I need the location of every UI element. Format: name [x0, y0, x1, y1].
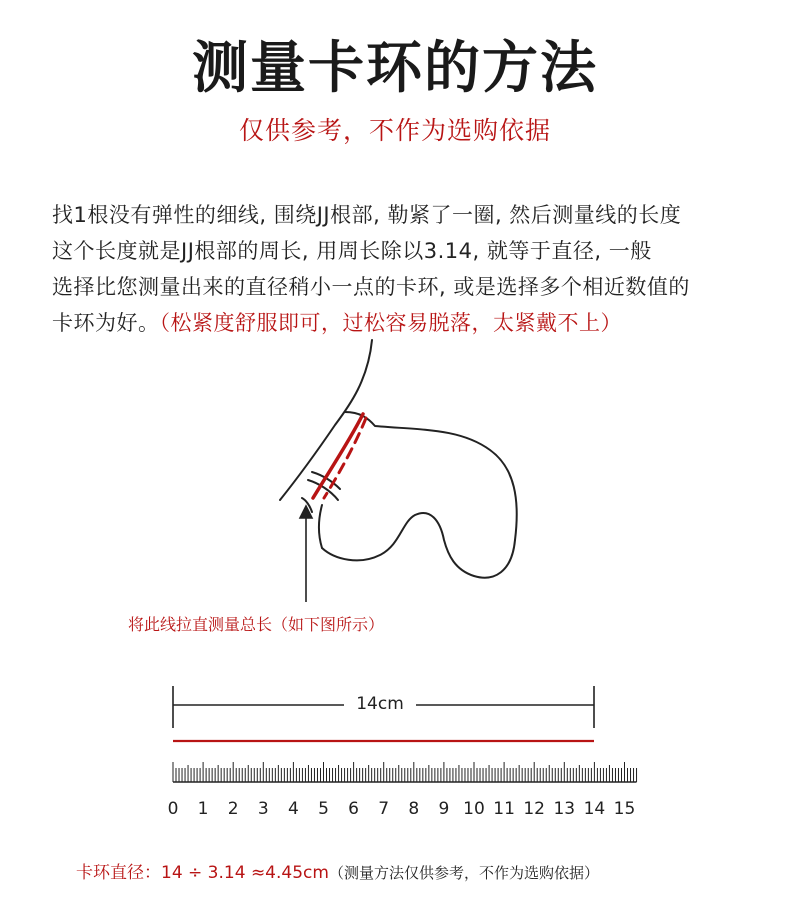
ruler-number: 5	[318, 799, 329, 819]
formula-text: 卡环直径：14 ÷ 3.14 ≈4.45cm	[76, 863, 329, 883]
ruler-number: 2	[227, 799, 239, 819]
ruler-number: 10	[463, 799, 485, 819]
ruler-number: 3	[257, 799, 269, 819]
ruler-number: 8	[408, 799, 420, 819]
instruction-line-1: 找1根没有弹性的细线, 围绕JJ根部, 勒紧了一圈, 然后测量线的长度	[52, 203, 682, 227]
page-subtitle: 仅供参考，不作为选购依据	[238, 116, 551, 145]
ruler-number: 4	[287, 799, 299, 819]
ruler-number: 0	[167, 799, 179, 819]
length-label: 14cm	[344, 693, 416, 715]
ruler-number: 6	[348, 799, 359, 819]
instruction-line-4-prefix: 卡环为好。	[52, 311, 160, 335]
shaft-top-outline	[345, 412, 517, 540]
ruler-number: 11	[493, 799, 515, 819]
ruler-number: 12	[523, 799, 545, 819]
formula-note: （测量方法仅供参考，不作为选购依据）	[328, 864, 599, 882]
ruler-number: 9	[438, 799, 450, 819]
shaft-underside-outline	[319, 505, 322, 548]
arrow-caption: 将此线拉直测量总长（如下图所示）	[128, 615, 385, 634]
instruction-line-2: 这个长度就是JJ根部的周长, 用周长除以3.14, 就等于直径, 一般	[52, 239, 652, 263]
instruction-line-3: 选择比您测量出来的直径稍小一点的卡环, 或是选择多个相近数值的	[52, 275, 690, 299]
ruler-number: 15	[613, 799, 636, 819]
body-outline-illustration	[280, 340, 517, 578]
diameter-formula	[76, 860, 776, 886]
indicator-arrow	[300, 506, 312, 602]
glans-outline	[322, 513, 515, 578]
page-title: 测量卡环的方法	[192, 36, 598, 101]
ruler-number: 13	[553, 799, 576, 819]
measuring-string-solid	[313, 414, 363, 498]
ruler-scale	[173, 762, 637, 782]
tightness-warning: （松紧度舒服即可，过松容易脱落，太紧戴不上）	[159, 311, 622, 335]
ruler-number: 14	[583, 799, 606, 819]
ruler-number: 7	[378, 799, 390, 819]
measuring-string-dashed	[324, 418, 366, 498]
ruler-number: 1	[197, 799, 209, 819]
